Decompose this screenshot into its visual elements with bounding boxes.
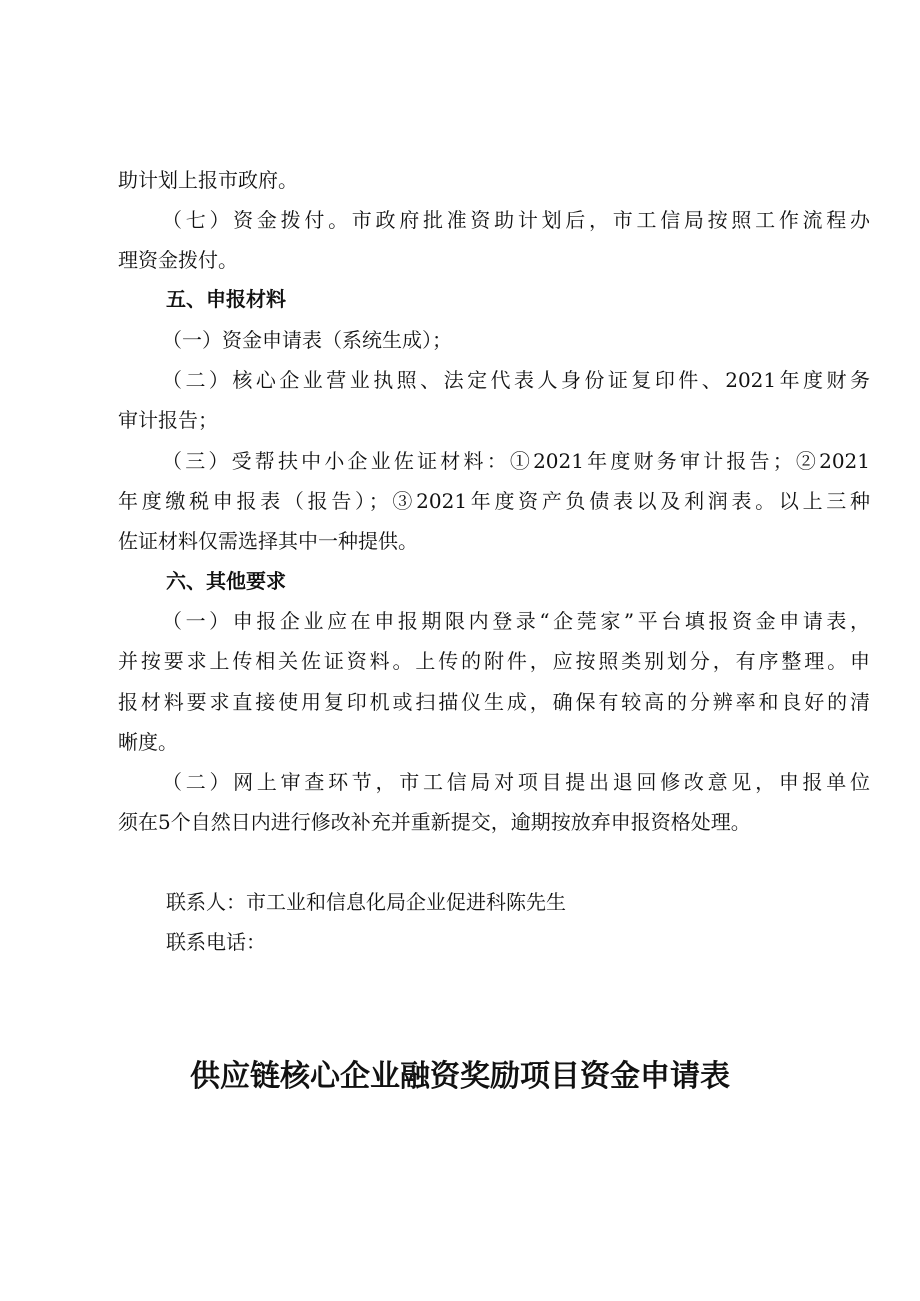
list-item-continuation: 审计报告； <box>118 408 218 432</box>
paragraph-line: 理资金拨付。 <box>118 248 238 272</box>
list-item: （二）网上审查环节，市工信局对项目提出退回修改意见，申报单位 <box>162 770 870 794</box>
form-title: 供应链核心企业融资奖励项目资金申请表 <box>190 1059 730 1094</box>
section-heading-application-materials: 五、申报材料 <box>166 287 286 311</box>
list-item-continuation: 晰度。 <box>118 730 178 754</box>
list-item: （一）资金申请表（系统生成）； <box>162 328 452 352</box>
list-item-continuation: 并按要求上传相关佐证资料。上传的附件，应按照类别划分，有序整理。申 <box>118 649 870 673</box>
list-item-continuation: 佐证材料仅需选择其中一种提供。 <box>118 529 418 553</box>
list-item-continuation: 报材料要求直接使用复印机或扫描仪生成，确保有较高的分辨率和良好的清 <box>118 690 870 714</box>
paragraph-line: 助计划上报市政府。 <box>118 168 298 192</box>
list-item-continuation: 须在5个自然日内进行修改补充并重新提交，逾期按放弃申报资格处理。 <box>118 810 751 834</box>
list-item: （三）受帮扶中小企业佐证材料：①2021年度财务审计报告；②2021 <box>162 449 870 473</box>
section-heading-other-requirements: 六、其他要求 <box>166 569 286 593</box>
list-item: （一）申报企业应在申报期限内登录“企莞家”平台填报资金申请表， <box>162 609 870 633</box>
contact-person: 联系人：市工业和信息化局企业促进科陈先生 <box>166 890 566 914</box>
list-item-continuation: 年度缴税申报表（报告）；③2021年度资产负债表以及利润表。以上三种 <box>118 489 870 513</box>
list-item: （二）核心企业营业执照、法定代表人身份证复印件、2021年度财务 <box>162 368 870 392</box>
paragraph-line: （七）资金拨付。市政府批准资助计划后，市工信局按照工作流程办 <box>162 208 870 232</box>
contact-phone: 联系电话： <box>166 930 266 954</box>
